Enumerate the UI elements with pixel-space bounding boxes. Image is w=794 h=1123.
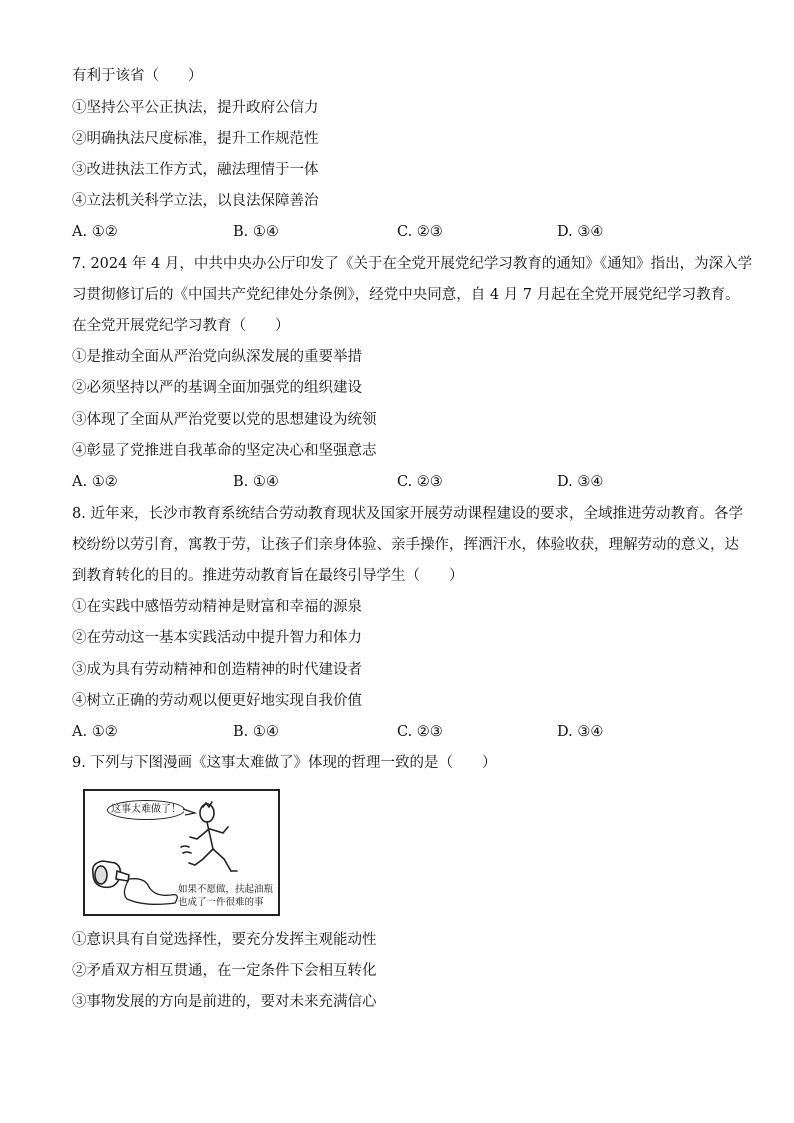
q8-stem-line-1: 8. 近年来，长沙市教育系统结合劳动教育现状及国家开展劳动课程建设的要求，全域推进劳动教育。各学	[72, 506, 743, 522]
q7-item-3: ③体现了全面从严治党要以党的思想建设为统领	[72, 412, 377, 428]
cartoon-caption-line-1: 如果不愿做，扶起油瓶	[178, 884, 274, 895]
q7-stem-line-3: 在全党开展党纪学习教育（ ）	[72, 318, 290, 334]
q7-option-b[interactable]: B. ①④	[233, 474, 279, 490]
q7-option-d[interactable]: D. ③④	[557, 474, 604, 490]
q9-item-2: ②矛盾双方相互贯通，在一定条件下会相互转化	[72, 963, 377, 979]
q7-stem-line-1: 7. 2024 年 4 月，中共中央办公厅印发了《关于在全党开展党纪学习教育的通知》《通知》指出，为深入学	[72, 256, 753, 272]
cartoon-speech-bubble: 这事太难做了！	[107, 800, 185, 820]
q6-option-b[interactable]: B. ①④	[233, 224, 279, 240]
q7-option-c[interactable]: C. ②③	[397, 474, 443, 490]
q8-stem-line-2: 校纷纷以劳引育，寓教于劳，让孩子们亲身体验、亲手操作，挥洒汗水，体验收获，理解劳动的意义，达	[72, 537, 739, 553]
q8-option-b[interactable]: B. ①④	[233, 724, 279, 740]
q8-stem-line-3: 到教育转化的目的。推进劳动教育旨在最终引导学生（ ）	[72, 568, 464, 584]
q6-item-4: ④立法机关科学立法，以良法保障善治	[72, 193, 319, 209]
q7-item-1: ①是推动全面从严治党向纵深发展的重要举措	[72, 349, 362, 365]
q9-stem: 9. 下列与下图漫画《这事太难做了》体现的哲理一致的是（ ）	[72, 755, 497, 771]
q6-stem-tail: 有利于该省（ ）	[72, 68, 203, 84]
q6-item-2: ②明确执法尺度标准，提升工作规范性	[72, 131, 319, 147]
q8-option-d[interactable]: D. ③④	[557, 724, 604, 740]
q8-item-1: ①在实践中感悟劳动精神是财富和幸福的源泉	[72, 599, 362, 615]
q6-option-a[interactable]: A. ①②	[72, 224, 118, 240]
q6-item-3: ③改进执法工作方式，融法理情于一体	[72, 162, 319, 178]
cartoon-image	[83, 789, 280, 916]
q6-option-d[interactable]: D. ③④	[557, 224, 604, 240]
q8-item-2: ②在劳动这一基本实践活动中提升智力和体力	[72, 630, 362, 646]
q7-option-a[interactable]: A. ①②	[72, 474, 118, 490]
q8-option-a[interactable]: A. ①②	[72, 724, 118, 740]
q7-stem-line-2: 习贯彻修订后的《中国共产党纪律处分条例》，经党中央同意，自 4 月 7 月起在全党开展党纪学习教育。	[72, 287, 740, 303]
q6-option-c[interactable]: C. ②③	[397, 224, 443, 240]
q8-item-4: ④树立正确的劳动观以便更好地实现自我价值	[72, 693, 362, 709]
q9-item-3: ③事物发展的方向是前进的，要对未来充满信心	[72, 994, 377, 1010]
cartoon-caption	[178, 883, 278, 909]
q6-item-1: ①坚持公平公正执法，提升政府公信力	[72, 100, 319, 116]
cartoon-caption-line-2: 也成了一件很难的事	[178, 897, 264, 908]
q8-item-3: ③成为具有劳动精神和创造精神的时代建设者	[72, 662, 362, 678]
q8-option-c[interactable]: C. ②③	[397, 724, 443, 740]
q7-item-4: ④彰显了党推进自我革命的坚定决心和坚强意志	[72, 443, 377, 459]
q7-item-2: ②必须坚持以严的基调全面加强党的组织建设	[72, 380, 362, 396]
q9-item-1: ①意识具有自觉选择性，要充分发挥主观能动性	[72, 932, 377, 948]
